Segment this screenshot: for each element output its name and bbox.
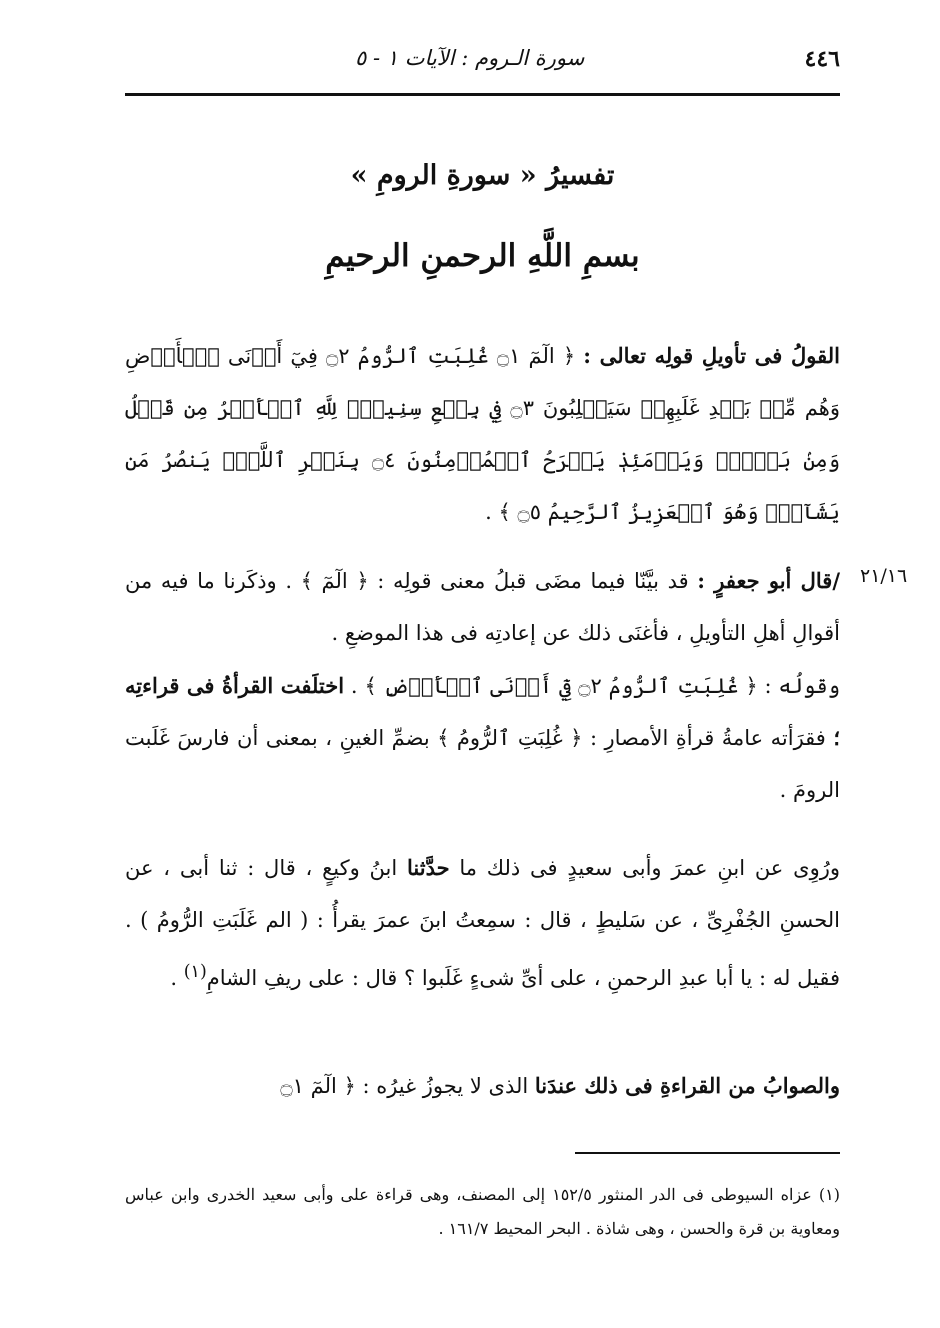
paragraph-verses	[125, 330, 840, 538]
paragraph-text: ورُوِى عن ابنِ عمرَ وأبى سعيدٍ فى ذلك ما	[449, 856, 840, 880]
paragraph-text: الذى لا يجوزُ غيرُه : ﴿ الٓمٓ ۝١	[280, 1074, 535, 1098]
paragraph-text: ابنُ وكيعٍ ، قال : ثنا أبى ، عن الحسنِ الجُفْرِىِّ ، عن سَليطٍ ، قال : سمِعتُ ابنَ عمرَ يقرأُ : ( الم غَلَبَتِ الرُّومُ ) . فقيل له : يا أبا عبدِ الرحمنِ ، على أىِّ شىءٍ غَلَبوا ؟ قال : على ريفِ الشامِ	[125, 856, 840, 990]
basmala: بسمِ اللَّهِ الرحمنِ الرحيمِ	[325, 238, 640, 274]
paragraph-text: فقرَأته عامةُ قرأةِ الأمصارِ : ﴿ غُلِبَتِ ٱلرُّومُ ﴾ بضمِّ الغينِ ، بمعنى أن فارسَ غَلَبت الرومَ .	[125, 726, 840, 802]
paragraph-correct-reading	[125, 1060, 840, 1112]
footnote-text: (١) عزاه السيوطى فى الدر المنثور ١٥٢/٥ إلى المصنف، وهى قراءة على وأبى سعيد الخدرى وابن عباس ومعاوية بن قرة والحسن ، وهى شاذة . البحر المحيط ١٦١/٧ .	[125, 1185, 840, 1238]
paragraph-qiraat	[125, 660, 840, 816]
footnote-marker[interactable]: (١)	[183, 962, 207, 982]
paragraph-lead: /قال أبو جعفرٍ :	[697, 568, 841, 593]
page-header	[125, 40, 840, 92]
verse-text: ﴿ الٓمٓ ۝١ غُلِبَتِ ٱلرُّومُ ۝٢ فِيٓ أَدۡنَى ٱلۡأَرۡضِ وَهُم مِّنۢ بَعۡدِ غَلَبِهِمۡ سَيَغۡلِبُونَ ۝٣ فِي بِضۡعِ سِنِينَۗ لِلَّهِ ٱلۡأَمۡرُ مِن قَبۡلُ وَمِنۢ بَعۡدُۚ وَيَوۡمَئِذٖ يَفۡرَحُ ٱلۡمُؤۡمِنُونَ ۝٤ بِنَصۡرِ ٱللَّهِۚ يَنصُرُ مَن يَشَآءُۖ وَهُوَ ٱلۡعَزِيزُ ٱلرَّحِيمُ ۝٥ ﴾ .	[125, 344, 841, 524]
paragraph-emphasis: حدَّثنا	[406, 855, 450, 880]
surah-title: تفسيرُ « سورةِ الرومِ »	[350, 160, 615, 191]
paragraph-abu-jafar	[125, 555, 840, 659]
footnote-divider	[575, 1152, 840, 1154]
paragraph-text: وقولُه : ﴿ غُلِبَتِ ٱلرُّومُ ۝٢ فِيٓ أَدۡنَى ٱلۡأَرۡضِ ﴾ .	[344, 674, 841, 698]
paragraph-text: قد بيَّنّا فيما مضَى قبلُ معنى قولِه : ﴿ الٓمٓ ﴾ . وذكَرنا ما فيه من أقوالِ أهلِ التأويلِ ، فأغنَى ذلك عن إعادتِه فى هذا الموضعِ .	[125, 569, 840, 645]
paragraph-emphasis: اختلَفت القرأةُ فى قراءتِه ؛	[125, 673, 840, 750]
margin-reference: ٢١/١٦	[860, 565, 908, 587]
running-title: سورة الـروم : الآيات ١ - ٥	[355, 46, 585, 70]
paragraph-narration	[125, 842, 840, 1004]
paragraph-lead: القولُ فى تأويلِ قولِه تعالى :	[583, 343, 841, 368]
page-number: ٤٤٦	[804, 46, 840, 72]
header-divider	[125, 93, 840, 96]
paragraph-emphasis: والصوابُ من القراءةِ فى ذلك عندَنا	[534, 1073, 840, 1098]
paragraph-text: .	[170, 966, 184, 990]
